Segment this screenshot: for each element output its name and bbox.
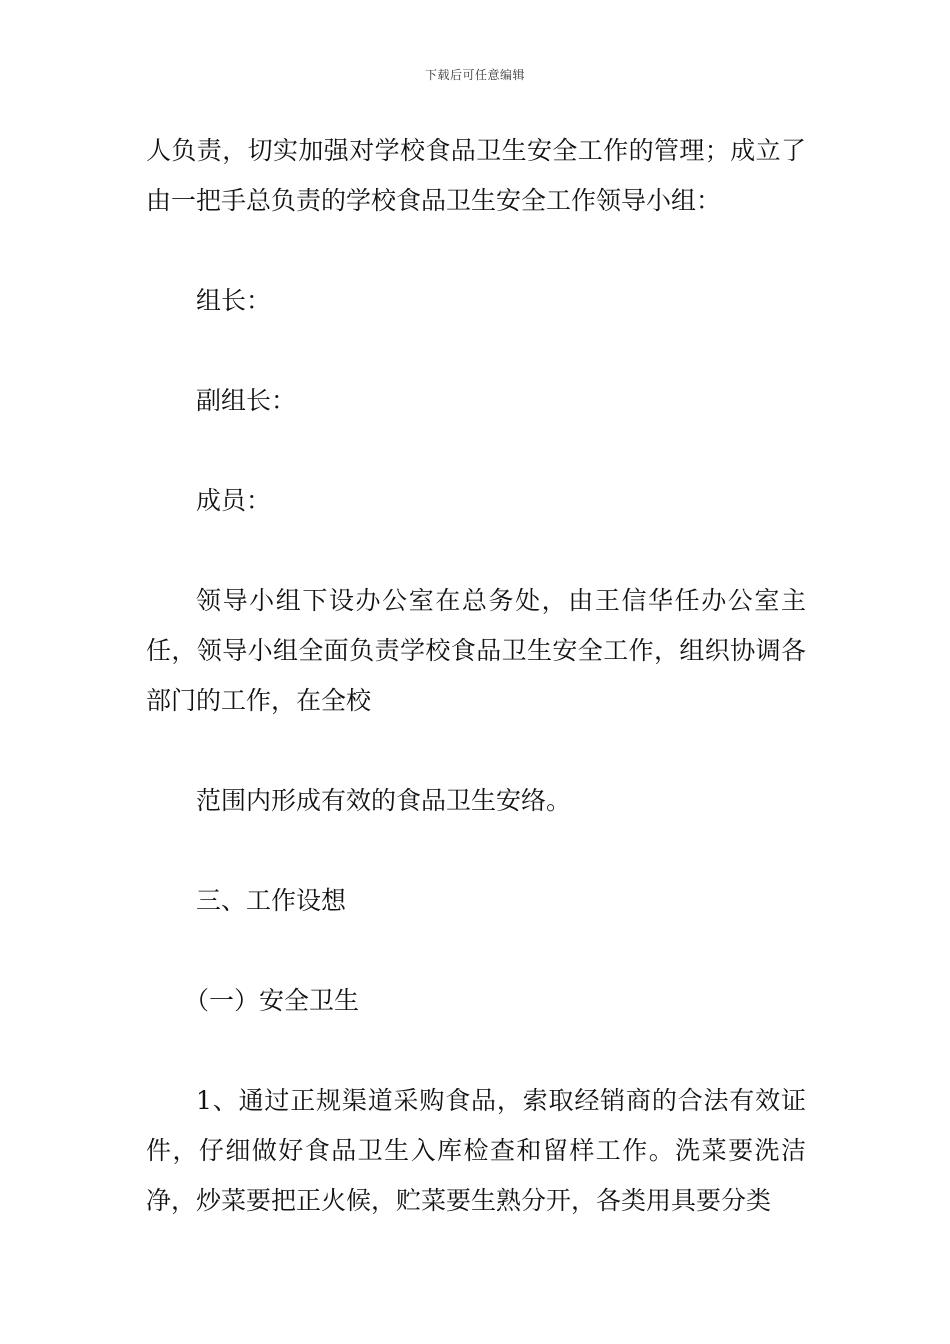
document-body [146, 126, 806, 1226]
page-header: 下载后可任意编辑 [424, 68, 525, 82]
paragraph-office: 领导小组下设办公室在总务处，由王信华任办公室主任，领导小组全面负责学校食品卫生安全工作，组织协调各部门的工作，在全校 [146, 586, 806, 715]
paragraph-deputy-leader: 副组长： [196, 386, 297, 415]
subsection-heading-safety: （一）安全卫生 [184, 986, 360, 1015]
paragraph-leadership-intro: 人负责，切实加强对学校食品卫生安全工作的管理；成立了由一把手总负责的学校食品卫生安全工作领导小组： [146, 136, 806, 215]
section-heading-work-plan: 三、工作设想 [196, 886, 347, 915]
paragraph-network: 范围内形成有效的食品卫生安络。 [196, 786, 572, 815]
paragraph-item-1: 1、通过正规渠道采购食品，索取经销商的合法有效证件，仔细做好食品卫生入库检查和留样工作。洗菜要洗洁净，炒菜要把正火候，贮菜要生熟分开，各类用具要分类 [146, 1086, 806, 1215]
paragraph-group-leader: 组长： [196, 286, 272, 315]
paragraph-members: 成员： [196, 486, 272, 515]
